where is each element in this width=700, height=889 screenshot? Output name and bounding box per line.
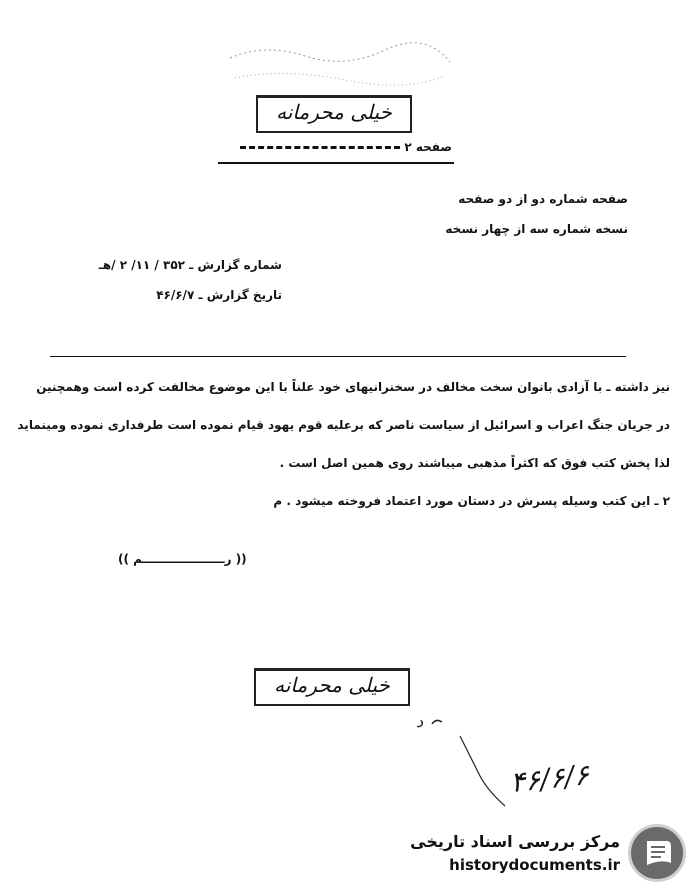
copy-number-line: نسخه شماره سه از چهار نسخه (445, 222, 628, 236)
watermark-url: historydocuments.ir (449, 856, 620, 874)
body-line-1: نیز داشته ـ با آزادی بانوان سخت مخالف در سخنرانیهای خود علناً با این موضوع مخالفت کرده است وهمچنین (36, 380, 670, 394)
watermark-title: مرکز بررسی اسناد تاریخی (410, 832, 620, 851)
body-line-2: در جریان جنگ اعراب و اسرائیل از سیاست ناصر که برعلیه قوم یهود قیام نموده است طرفداری نموده ومینماید (17, 418, 670, 432)
page-number-line: صفحه شماره دو از دو صفحه (458, 192, 628, 206)
body-separator (50, 356, 626, 357)
page-marker-dash (240, 146, 400, 149)
header-rule (218, 162, 454, 164)
page-marker-row (222, 140, 452, 154)
archive-logo-icon (628, 824, 686, 882)
report-date: تاریخ گزارش ـ ۴۶/۶/۷ (156, 288, 282, 302)
handwritten-stroke (430, 716, 510, 826)
body-line-4: ۲ ـ این کتب وسیله پسرش در دستان مورد اعتماد فروخته میشود . م (273, 494, 670, 508)
handwritten-initial: د (416, 712, 424, 731)
handwritten-date: ۴۶/۶/۶ (508, 757, 591, 800)
page-marker: صفحه ۲ (404, 140, 452, 154)
archive-logo-glyph (631, 827, 683, 879)
report-number: شماره گزارش ـ ۳۵۲ / ۱۱/ ۲ /هـ (98, 258, 282, 272)
header-scribble (225, 38, 455, 88)
closing-marker: (( رــــــــــــــــــــم )) (118, 552, 247, 566)
body-line-3: لذا پخش کتب فوق که اکثراً مذهبی میباشند روی همین اصل است . (279, 456, 670, 470)
classification-stamp-top: خیلی محرمانه (256, 95, 412, 133)
classification-stamp-bottom: خیلی محرمانه (254, 668, 410, 706)
